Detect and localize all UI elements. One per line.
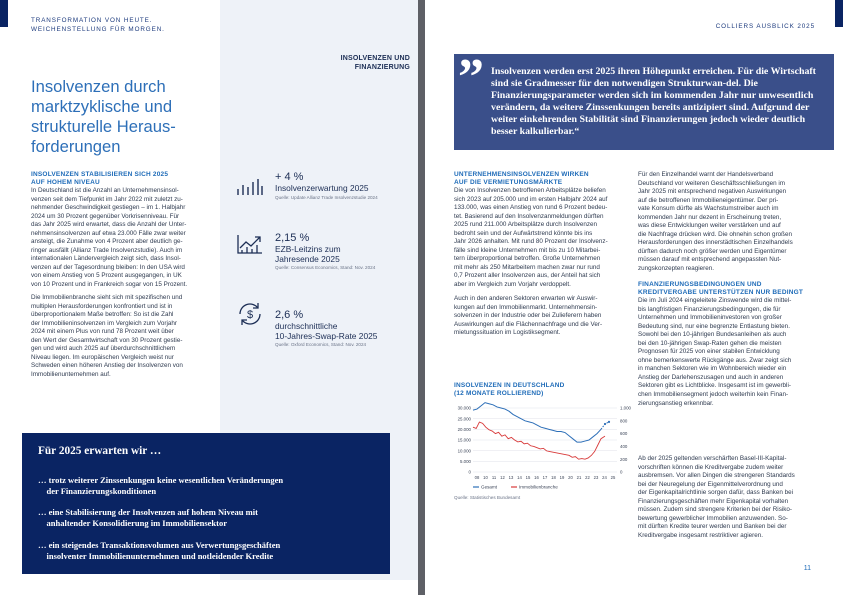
stat-source: Quelle: Update Allianz Trade Insolvenzstudie 2024	[275, 194, 378, 200]
bar-chart-icon	[236, 178, 266, 196]
legend-label-gesamt: Gesamt	[481, 484, 498, 490]
x-tick-label: 10	[483, 475, 488, 480]
right-page	[425, 0, 843, 595]
x-tick-label: 14	[517, 475, 522, 480]
running-header: TRANSFORMATION VON HEUTE. WEICHENSTELLUNG FÜR MORGEN.	[31, 17, 165, 33]
y-left-tick-label: 30.000	[457, 405, 471, 411]
running-header: COLLIERS AUSBLICK 2025	[715, 23, 815, 30]
left-edge-band	[0, 0, 8, 27]
x-tick-label: 19	[559, 475, 565, 480]
x-tick-label: 11	[491, 475, 497, 480]
outlook-box	[22, 433, 390, 574]
y-right-tick-label: 1.000	[620, 405, 631, 411]
stat-insolvency-forecast	[275, 171, 415, 201]
y-left-tick-label: 25.000	[457, 416, 471, 422]
left-page	[0, 0, 418, 595]
stat-swap-rate	[275, 309, 415, 348]
y-left-tick-label: 15.000	[457, 437, 471, 443]
stat-label: EZB-Leitzins zum Jahresende 2025	[275, 244, 341, 264]
y-right-tick-label: 0	[620, 469, 623, 475]
paragraph: Die im Juli 2024 eingeleitete Zinswende wird die mittel- bis langfristigen Finanzierungsbedingungen, die für Unternehmen und Immobilieninvestoren von großer Bedeutung sind, nur eine begrenzte Entlastung bieten. Sowohl bei den 10-jährigen Bundesanleihen als auch bei den 10-jährigen Swap-Raten gehen die meisten Prognosen für 2025 von einer stabilen Entwicklung ohne bemerkenswerte Rückgänge aus. Zwar zeigt sich in manchen Sektoren wie im Wohnbereich wieder ein Anstieg der Darlehenszusagen und auch in anderen Sektoren gibt es Lichtblicke. Insgesamt ist im gewerbli- chen Immobiliensegment jedoch weiterhin kein Finan- zierungsanstieg erkennbar.	[638, 297, 792, 407]
x-tick-label: 25	[610, 475, 616, 480]
y-right-tick-label: 800	[620, 418, 628, 424]
y-left-tick-label: 20.000	[457, 426, 471, 432]
x-tick-label: 08	[474, 475, 480, 480]
page-title: Insolvenzen durch marktzyklische und strukturelle Heraus-forderungen	[31, 77, 176, 156]
section-caption: FINANZIERUNGSBEDINGUNGEN UND KREDITVERGABE UNTERSTÜTZEN NUR BEDINGT	[638, 281, 804, 296]
x-tick-label: 23	[593, 475, 599, 480]
x-tick-label: 17	[542, 475, 548, 480]
x-tick-label: 22	[585, 475, 590, 480]
y-right-tick-label: 600	[620, 431, 628, 437]
outlook-item: … eine Stabilisierung der Insolvenzen auf hohem Niveau mit anhaltender Konsolidierung im Immobiliensektor	[38, 507, 258, 528]
svg-text:$: $	[246, 309, 254, 321]
stat-value: + 4 %	[275, 171, 304, 183]
y-left-tick-label: 0	[468, 469, 471, 475]
paragraph: Für den Einzelhandel warnt der Handelsverband Deutschland vor weiteren Geschäftsschließungen im Jahr 2025 mit entsprechend negativen Auswirkungen auf die betroffenen Immobilieneigentümer. Der pri- vate Konsum dürfte als Wachstumstreiber auch im kommenden Jahr nur dezent in Erscheinung treten, was diese Entwicklungen weiter verstärken und auf die Nachfrage drücken wird. Die ohnehin schon großen Herausforderungen des innerstädtischen Einzelhandels dürften dadurch noch größer werden und Eigentümer müssen darauf mit entsprechend angepassten Nut- zungskonzepten reagieren.	[638, 171, 793, 273]
paragraph: Die von Insolvenzen betroffenen Arbeitsplätze beliefen sich 2023 auf 205.000 und im ersten Halbjahr 2024 auf 133.000, was einen Anstieg von rund 6 Prozent bedeu- tet. Basierend auf den Insolvenzanmeldungen dürften 2025 rund 211.000 Arbeitsplätze durch Insolvenzen bedroht sein und der Aufwärtstrend könnte bis ins Jahr 2026 anhalten. Mit rund 80 Prozent der Insolvenz- fälle sind kleine Unternehmen mit bis zu 10 Mitarbei- tern überproportional betroffen. Große Unternehmen mit mehr als 250 Mitarbeitern machen zwar nur rund 0,7 Prozent aller Insolvenzen aus, der Anteil hat sich aber im Vergleich zum Vorjahr verdoppelt.	[454, 187, 608, 289]
page-number: 11	[803, 565, 811, 572]
x-tick-label: 13	[508, 475, 514, 480]
outlook-item: … trotz weiterer Zinssenkungen keine wesentlichen Veränderungen der Finanzierungskonditionen	[38, 475, 284, 496]
stat-ecb-rate	[275, 232, 415, 271]
y-left-tick-label: 10.000	[457, 448, 471, 454]
section-caption: UNTERNEHMENSINSOLVENZEN WIRKEN AUF DIE VERMIETUNGSMÄRKTE	[454, 171, 589, 186]
y-right-tick-label: 200	[620, 456, 628, 462]
x-tick-label: 15	[525, 475, 531, 480]
x-tick-label: 21	[576, 475, 582, 480]
stat-label: durchschnittliche 10-Jahres-Swap-Rate 2025	[275, 321, 378, 341]
trend-chart-icon	[236, 233, 264, 255]
forecast-point	[604, 423, 606, 425]
sidebar-heading: INSOLVENZEN UND FINANZIERUNG	[340, 55, 410, 71]
stat-source: Quelle: Consensus Economics, Stand: Nov. 2024	[275, 265, 376, 271]
x-tick-label: 12	[500, 475, 505, 480]
x-tick-label: 16	[534, 475, 539, 480]
stat-source: Quelle: Oxford Economics, Stand: Nov. 2024	[275, 342, 367, 348]
insolvency-line-chart	[449, 402, 639, 495]
x-tick-label: 18	[551, 475, 556, 480]
dollar-cycle-icon	[236, 301, 264, 327]
y-left-tick-label: 5.000	[460, 458, 471, 464]
stat-value: 2,6 %	[275, 309, 304, 321]
x-tick-label: 20	[568, 475, 573, 480]
chart-source: Quelle: Statistisches Bundesamt	[454, 495, 521, 500]
quote-mark-icon: ”	[458, 49, 484, 106]
chart-title: INSOLVENZEN IN DEUTSCHLAND (12 MONATE ROLLIEREND)	[454, 382, 565, 397]
paragraph: Auch in den anderen Sektoren erwarten wir Auswir- kungen auf den Immobilienmarkt. Unternehmensin- solvenzen in der Industrie oder bei Zulieferern haben Auswirkungen auf die Flächennachfrage und die Ver- mietungssituation im Logistiksegment.	[454, 295, 603, 337]
right-edge-band	[835, 0, 843, 27]
forecast-point	[608, 421, 610, 423]
paragraph: Die Immobilienbranche sieht sich mit spezifischen und multiplen Herausforderungen konfrontiert und ist in überproportionalem Maße betroffen: So ist die Zahl der Immobilieninsolvenzen im Vergleich zum Vorjahr 2024 mit einem Plus von rund 78 Prozent weit über den Wert der Gesamtwirtschaft von 30 Prozent gestie- gen und wird auch 2025 auf überdurchschnittlichem Niveau liegen. Im europäischen Vergleich weist nur Schweden einen höheren Anstieg der Insolvenzen von Immobilienunternehmen auf.	[31, 294, 183, 378]
pull-quote	[454, 49, 834, 150]
legend-label-immobilien: Immobilienbranche	[519, 484, 558, 490]
paragraph: Ab der 2025 geltenden verschärften Basel-III-Kapital- vorschriften können die Kreditvergabe zudem weiter ausbremsen. Vor allen Dingen die strengeren Standards bei der Neuregelung der Eigenmittelverordnung und der Eigenkapitalrichtlinie sorgen dafür, dass Banken bei Finanzierungsgeschäften mehr Eigenkapital vorhalten müssen. Zudem sind strengere Kriterien bei der Risiko- bewertung gewerblicher Immobilien anzuwenden. So- mit dürften Kredite teurer werden und Banken bei der Kreditvergabe insgesamt restriktiver agieren.	[638, 455, 795, 539]
quote-text: Insolvenzen werden erst 2025 ihren Höhepunkt erreichen. Für die Wirtschaft sind sie Gradmesser für den notwendigen Strukturwan-del. Die Finanzierungsparameter werden sich im kommenden Jahr nur unwesentlich verändern, da weitere Zinssenkungen bereits antizipiert sind. Aufgrund der weiter einkehrenden Stabilität sind Finanzierungen jedoch wieder deutlich besser kalkulierbar.“	[491, 66, 816, 137]
stat-label: Insolvenzerwartung 2025	[275, 183, 369, 193]
paragraph: In Deutschland ist die Anzahl an Unternehmensinsol- venzen seit dem Tiefpunkt im Jahr 2022 mit zuletzt zu- nehmender Geschwindigkeit gestiegen – im 1. Halbjahr 2024 um 30 Prozent gegenüber Vorkrisenniveau. Für das Jahr 2025 wird erwartet, dass die Anzahl der Unter- nehmensinsolvenzen auf etwa 23.000 Fälle zwar weiter ansteigt, die Zunahme von 4 Prozent aber deutlich ge- ringer ausfällt (Allianz Trade Insolvenzstudie). Auch im internationalen Ländervergleich zeigt sich, dass Insol- venzen auf der Tagesordnung bleiben: In den USA wird von einem Anstieg von 5 Prozent ausgegangen, in UK von 10 Prozent und in Frankreich sogar von 15 Prozent.	[31, 187, 188, 289]
x-tick-label: 24	[602, 475, 607, 480]
series-line-gesamt	[473, 403, 601, 442]
y-right-tick-label: 400	[620, 444, 628, 449]
stat-value: 2,15 %	[275, 232, 310, 244]
section-caption: INSOLVENZEN STABILISIEREN SICH 2025 AUF HOHEM NIVEAU	[31, 171, 169, 186]
outlook-title: Für 2025 erwarten wir …	[38, 445, 162, 457]
outlook-item: … ein steigendes Transaktionsvolumen aus Verwertungsgeschäften insolventer Immobilienunternehmen und notleidender Kredite	[38, 540, 281, 561]
